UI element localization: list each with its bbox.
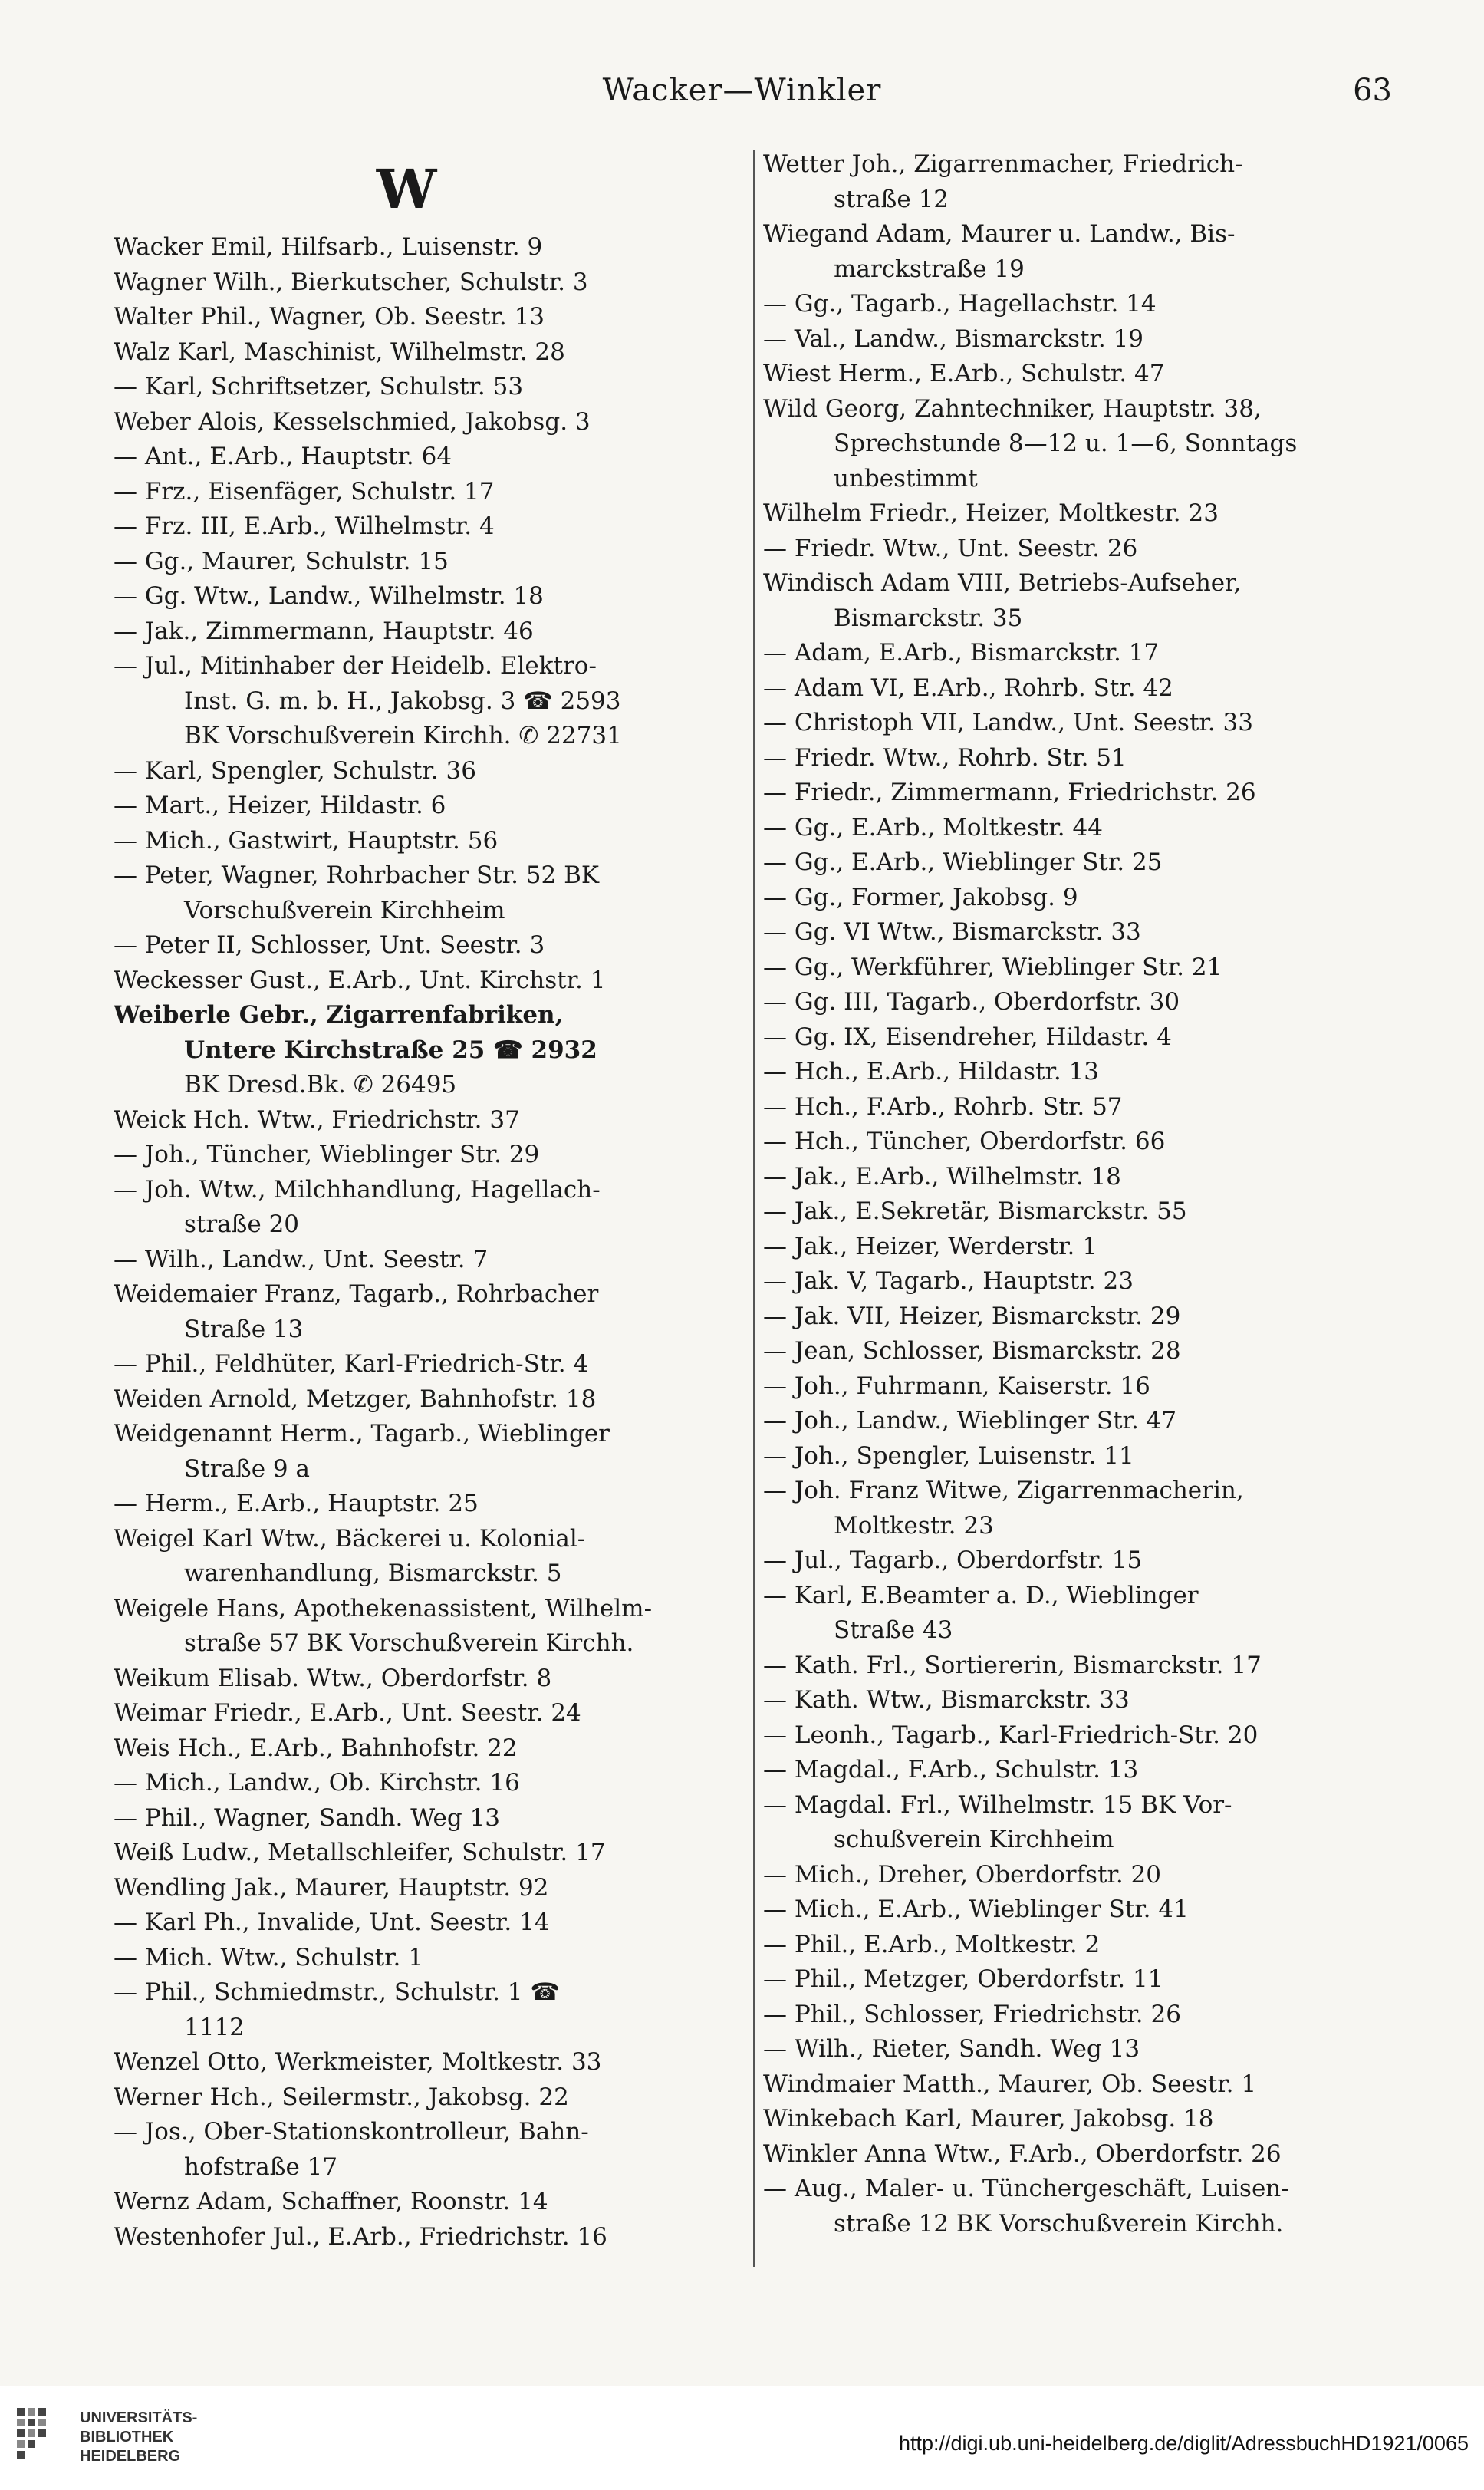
directory-entry: — Phil., Feldhüter, Karl-Friedrich-Str. 4 bbox=[114, 1350, 589, 1378]
directory-entry: Walter Phil., Wagner, Ob. Seestr. 13 bbox=[114, 303, 545, 331]
directory-entry: — Mich., E.Arb., Wieblinger Str. 41 bbox=[763, 1895, 1189, 1923]
directory-entry: — Magdal. Frl., Wilhelmstr. 15 BK Vor- bbox=[763, 1790, 1232, 1819]
directory-entry: Werner Hch., Seilermstr., Jakobsg. 22 bbox=[114, 2083, 569, 2111]
directory-entry: — Gg., Werkführer, Wieblinger Str. 21 bbox=[763, 953, 1222, 981]
directory-entry: — Jak., Zimmermann, Hauptstr. 46 bbox=[114, 617, 534, 645]
directory-entry: — Adam, E.Arb., Bismarckstr. 17 bbox=[763, 639, 1160, 667]
directory-entry-continuation: 1112 bbox=[184, 2013, 245, 2041]
university-library-logo-icon bbox=[14, 2405, 60, 2474]
library-name-line1: UNIVERSITÄTS- bbox=[80, 2409, 198, 2426]
directory-entry-continuation: Untere Kirchstraße 25 ☎ 2932 bbox=[184, 1036, 597, 1064]
directory-entry-continuation: BK Vorschußverein Kirchh. ✆ 22731 bbox=[184, 722, 622, 749]
directory-entry-continuation: Bismarckstr. 35 bbox=[834, 604, 1023, 632]
directory-entry: — Hch., Tüncher, Oberdorfstr. 66 bbox=[763, 1128, 1166, 1155]
directory-entry-continuation: straße 12 BK Vorschußverein Kirchh. bbox=[834, 2209, 1284, 2238]
directory-entry: — Friedr. Wtw., Unt. Seestr. 26 bbox=[763, 534, 1138, 562]
directory-entry: Weckesser Gust., E.Arb., Unt. Kirchstr. 1 bbox=[114, 966, 606, 994]
directory-entry: — Gg., E.Arb., Wieblinger Str. 25 bbox=[763, 848, 1163, 876]
directory-entry-continuation: schußverein Kirchheim bbox=[834, 1826, 1114, 1853]
directory-entry: — Joh. Wtw., Milchhandlung, Hagellach- bbox=[114, 1175, 601, 1204]
directory-entry: — Jean, Schlosser, Bismarckstr. 28 bbox=[763, 1337, 1181, 1365]
directory-entry: — Wilh., Rieter, Sandh. Weg 13 bbox=[763, 2035, 1140, 2063]
directory-entry: Windmaier Matth., Maurer, Ob. Seestr. 1 bbox=[763, 2070, 1257, 2098]
directory-entry: Weimar Friedr., E.Arb., Unt. Seestr. 24 bbox=[114, 1699, 581, 1727]
directory-entry: — Kath. Wtw., Bismarckstr. 33 bbox=[763, 1686, 1130, 1714]
directory-entry: — Jak., Heizer, Werderstr. 1 bbox=[763, 1232, 1097, 1260]
directory-entry: — Gg. III, Tagarb., Oberdorfstr. 30 bbox=[763, 988, 1180, 1016]
directory-entry: Weigel Karl Wtw., Bäckerei u. Kolonial- bbox=[114, 1524, 586, 1553]
directory-entry: — Karl Ph., Invalide, Unt. Seestr. 14 bbox=[114, 1909, 550, 1936]
directory-entry: — Mich., Landw., Ob. Kirchstr. 16 bbox=[114, 1769, 520, 1797]
directory-entry: Wernz Adam, Schaffner, Roonstr. 14 bbox=[114, 2188, 548, 2215]
running-head-title: Wacker—Winkler bbox=[602, 73, 882, 108]
directory-entry: — Joh., Landw., Wieblinger Str. 47 bbox=[763, 1407, 1177, 1434]
directory-entry: — Joh., Fuhrmann, Kaiserstr. 16 bbox=[763, 1372, 1150, 1400]
running-head bbox=[0, 73, 1484, 119]
directory-entry: — Mich., Gastwirt, Hauptstr. 56 bbox=[114, 826, 499, 855]
directory-entry: — Kath. Frl., Sortiererin, Bismarckstr. 17 bbox=[763, 1651, 1262, 1679]
directory-entry: — Jul., Mitinhaber der Heidelb. Elektro- bbox=[114, 652, 597, 680]
directory-entry: — Gg., Former, Jakobsg. 9 bbox=[763, 883, 1078, 911]
right-column bbox=[763, 147, 1392, 2241]
directory-entry: — Karl, E.Beamter a. D., Wieblinger bbox=[763, 1581, 1199, 1609]
directory-entry: — Val., Landw., Bismarckstr. 19 bbox=[763, 324, 1144, 353]
directory-entry: — Mich. Wtw., Schulstr. 1 bbox=[114, 1943, 423, 1971]
directory-entry: — Ant., E.Arb., Hauptstr. 64 bbox=[114, 443, 452, 470]
library-name-line2: BIBLIOTHEK bbox=[80, 2429, 174, 2446]
directory-entry: — Hch., F.Arb., Rohrb. Str. 57 bbox=[763, 1092, 1123, 1121]
directory-entry: Wilhelm Friedr., Heizer, Moltkestr. 23 bbox=[763, 499, 1219, 527]
directory-entry: — Christoph VII, Landw., Unt. Seestr. 33 bbox=[763, 709, 1253, 736]
directory-entry: — Gg. VI Wtw., Bismarckstr. 33 bbox=[763, 918, 1141, 946]
directory-entry-continuation: Straße 9 a bbox=[184, 1454, 310, 1483]
directory-entry: — Mart., Heizer, Hildastr. 6 bbox=[114, 792, 446, 819]
directory-entry: Weber Alois, Kesselschmied, Jakobsg. 3 bbox=[114, 407, 591, 436]
directory-entry: Weiden Arnold, Metzger, Bahnhofstr. 18 bbox=[114, 1385, 597, 1413]
directory-entry-continuation: marckstraße 19 bbox=[834, 255, 1025, 283]
directory-entry: — Gg. IX, Eisendreher, Hildastr. 4 bbox=[763, 1023, 1172, 1051]
directory-entry-continuation: Straße 13 bbox=[184, 1315, 304, 1343]
directory-entry: Weidemaier Franz, Tagarb., Rohrbacher bbox=[114, 1280, 599, 1308]
directory-entry: Weiberle Gebr., Zigarrenfabriken, bbox=[114, 1001, 564, 1029]
directory-entry: Winkebach Karl, Maurer, Jakobsg. 18 bbox=[763, 2105, 1214, 2133]
directory-entry: — Hch., E.Arb., Hildastr. 13 bbox=[763, 1058, 1099, 1085]
directory-entry: — Gg. Wtw., Landw., Wilhelmstr. 18 bbox=[114, 582, 544, 610]
directory-entry: Wenzel Otto, Werkmeister, Moltkestr. 33 bbox=[114, 2048, 602, 2076]
directory-entry-continuation: straße 20 bbox=[184, 1210, 300, 1238]
directory-entry: — Jak. V, Tagarb., Hauptstr. 23 bbox=[763, 1267, 1134, 1295]
left-column bbox=[114, 230, 744, 2255]
directory-entry-continuation: warenhandlung, Bismarckstr. 5 bbox=[184, 1560, 562, 1587]
directory-entry: — Friedr. Wtw., Rohrb. Str. 51 bbox=[763, 743, 1127, 772]
directory-entry: — Herm., E.Arb., Hauptstr. 25 bbox=[114, 1490, 479, 1517]
directory-entry: Wiegand Adam, Maurer u. Landw., Bis- bbox=[763, 220, 1236, 248]
page-number: 63 bbox=[1353, 73, 1392, 108]
directory-entry: — Gg., Tagarb., Hagellachstr. 14 bbox=[763, 290, 1157, 318]
directory-entry: — Leonh., Tagarb., Karl-Friedrich-Str. 20 bbox=[763, 1721, 1259, 1749]
directory-entry: — Joh. Franz Witwe, Zigarrenmacherin, bbox=[763, 1477, 1244, 1504]
library-name-line3: HEIDELBERG bbox=[80, 2448, 181, 2465]
directory-entry: — Karl, Schriftsetzer, Schulstr. 53 bbox=[114, 373, 524, 400]
directory-entry: — Jak., E.Arb., Wilhelmstr. 18 bbox=[763, 1162, 1121, 1191]
directory-entry: — Jak. VII, Heizer, Bismarckstr. 29 bbox=[763, 1302, 1181, 1330]
directory-entry: — Karl, Spengler, Schulstr. 36 bbox=[114, 756, 476, 785]
directory-entry: Wild Georg, Zahntechniker, Hauptstr. 38, bbox=[763, 394, 1262, 423]
section-letter: W bbox=[376, 157, 437, 221]
library-name bbox=[80, 2409, 197, 2466]
directory-entry: — Peter, Wagner, Rohrbacher Str. 52 BK bbox=[114, 861, 600, 889]
directory-entry: — Phil., Metzger, Oberdorfstr. 11 bbox=[763, 1965, 1163, 1993]
directory-entry: — Frz., Eisenfäger, Schulstr. 17 bbox=[114, 477, 495, 506]
directory-entry: Weick Hch. Wtw., Friedrichstr. 37 bbox=[114, 1105, 520, 1134]
directory-entry: — Aug., Maler- u. Tünchergeschäft, Luisen- bbox=[763, 2175, 1289, 2202]
directory-entry-continuation: Straße 43 bbox=[834, 1616, 953, 1644]
directory-entry: Wagner Wilh., Bierkutscher, Schulstr. 3 bbox=[114, 268, 588, 296]
directory-entry: Weidgenannt Herm., Tagarb., Wieblinger bbox=[114, 1420, 610, 1448]
source-url-link[interactable]: http://digi.ub.uni-heidelberg.de/diglit/AdressbuchHD1921/0065 bbox=[898, 2432, 1469, 2455]
directory-entry-continuation: hofstraße 17 bbox=[184, 2152, 338, 2181]
directory-entry: Walz Karl, Maschinist, Wilhelmstr. 28 bbox=[114, 338, 565, 366]
directory-entry-continuation: straße 12 bbox=[834, 185, 949, 213]
directory-entry: Wiest Herm., E.Arb., Schulstr. 47 bbox=[763, 360, 1165, 387]
column-divider bbox=[753, 150, 755, 2267]
directory-entry: Wetter Joh., Zigarrenmacher, Friedrich- bbox=[763, 150, 1243, 178]
directory-entry: — Magdal., F.Arb., Schulstr. 13 bbox=[763, 1756, 1139, 1784]
directory-entry: — Joh., Tüncher, Wieblinger Str. 29 bbox=[114, 1141, 540, 1168]
directory-entry: — Joh., Spengler, Luisenstr. 11 bbox=[763, 1441, 1134, 1470]
directory-entry-continuation: straße 57 BK Vorschußverein Kirchh. bbox=[184, 1629, 634, 1657]
directory-entry: — Mich., Dreher, Oberdorfstr. 20 bbox=[763, 1860, 1162, 1889]
directory-entry: Windisch Adam VIII, Betriebs-Aufseher, bbox=[763, 569, 1242, 597]
directory-entry: — Frz. III, E.Arb., Wilhelmstr. 4 bbox=[114, 512, 495, 540]
directory-entry-continuation: Moltkestr. 23 bbox=[834, 1511, 994, 1540]
directory-entry: — Gg., Maurer, Schulstr. 15 bbox=[114, 547, 449, 575]
directory-entry: Weikum Elisab. Wtw., Oberdorfstr. 8 bbox=[114, 1664, 552, 1692]
directory-entry: Winkler Anna Wtw., F.Arb., Oberdorfstr. 26 bbox=[763, 2139, 1282, 2168]
directory-entry-continuation: Inst. G. m. b. H., Jakobsg. 3 ☎ 2593 bbox=[184, 687, 621, 715]
directory-entry: Weigele Hans, Apothekenassistent, Wilhelm- bbox=[114, 1594, 653, 1622]
directory-entry: Weis Hch., E.Arb., Bahnhofstr. 22 bbox=[114, 1734, 518, 1762]
directory-entry: — Gg., E.Arb., Moltkestr. 44 bbox=[763, 813, 1103, 842]
footer bbox=[0, 2386, 1484, 2490]
directory-entry: — Peter II, Schlosser, Unt. Seestr. 3 bbox=[114, 931, 545, 959]
directory-entry: — Friedr., Zimmermann, Friedrichstr. 26 bbox=[763, 779, 1256, 806]
directory-entry: — Phil., E.Arb., Moltkestr. 2 bbox=[763, 1930, 1101, 1958]
directory-entry: — Wilh., Landw., Unt. Seestr. 7 bbox=[114, 1245, 489, 1273]
directory-entry: Wendling Jak., Maurer, Hauptstr. 92 bbox=[114, 1873, 549, 1902]
directory-entry: Westenhofer Jul., E.Arb., Friedrichstr. 16 bbox=[114, 2222, 607, 2251]
directory-entry: — Jos., Ober-Stationskontrolleur, Bahn- bbox=[114, 2118, 589, 2146]
directory-entry-continuation: Vorschußverein Kirchheim bbox=[184, 896, 505, 924]
directory-entry-continuation: unbestimmt bbox=[834, 464, 978, 492]
directory-entry: — Phil., Wagner, Sandh. Weg 13 bbox=[114, 1803, 501, 1832]
directory-entry-continuation: Sprechstunde 8—12 u. 1—6, Sonntags bbox=[834, 430, 1298, 457]
directory-entry-continuation: BK Dresd.Bk. ✆ 26495 bbox=[184, 1071, 457, 1098]
directory-entry: Wacker Emil, Hilfsarb., Luisenstr. 9 bbox=[114, 233, 543, 261]
directory-entry: — Adam VI, E.Arb., Rohrb. Str. 42 bbox=[763, 674, 1173, 702]
directory-entry: — Jak., E.Sekretär, Bismarckstr. 55 bbox=[763, 1197, 1187, 1225]
directory-entry: — Jul., Tagarb., Oberdorfstr. 15 bbox=[763, 1546, 1143, 1574]
directory-entry: Weiß Ludw., Metallschleifer, Schulstr. 17 bbox=[114, 1839, 606, 1866]
directory-entry: — Phil., Schlosser, Friedrichstr. 26 bbox=[763, 2000, 1181, 2028]
directory-entry: — Phil., Schmiedmstr., Schulstr. 1 ☎ bbox=[114, 1978, 560, 2006]
